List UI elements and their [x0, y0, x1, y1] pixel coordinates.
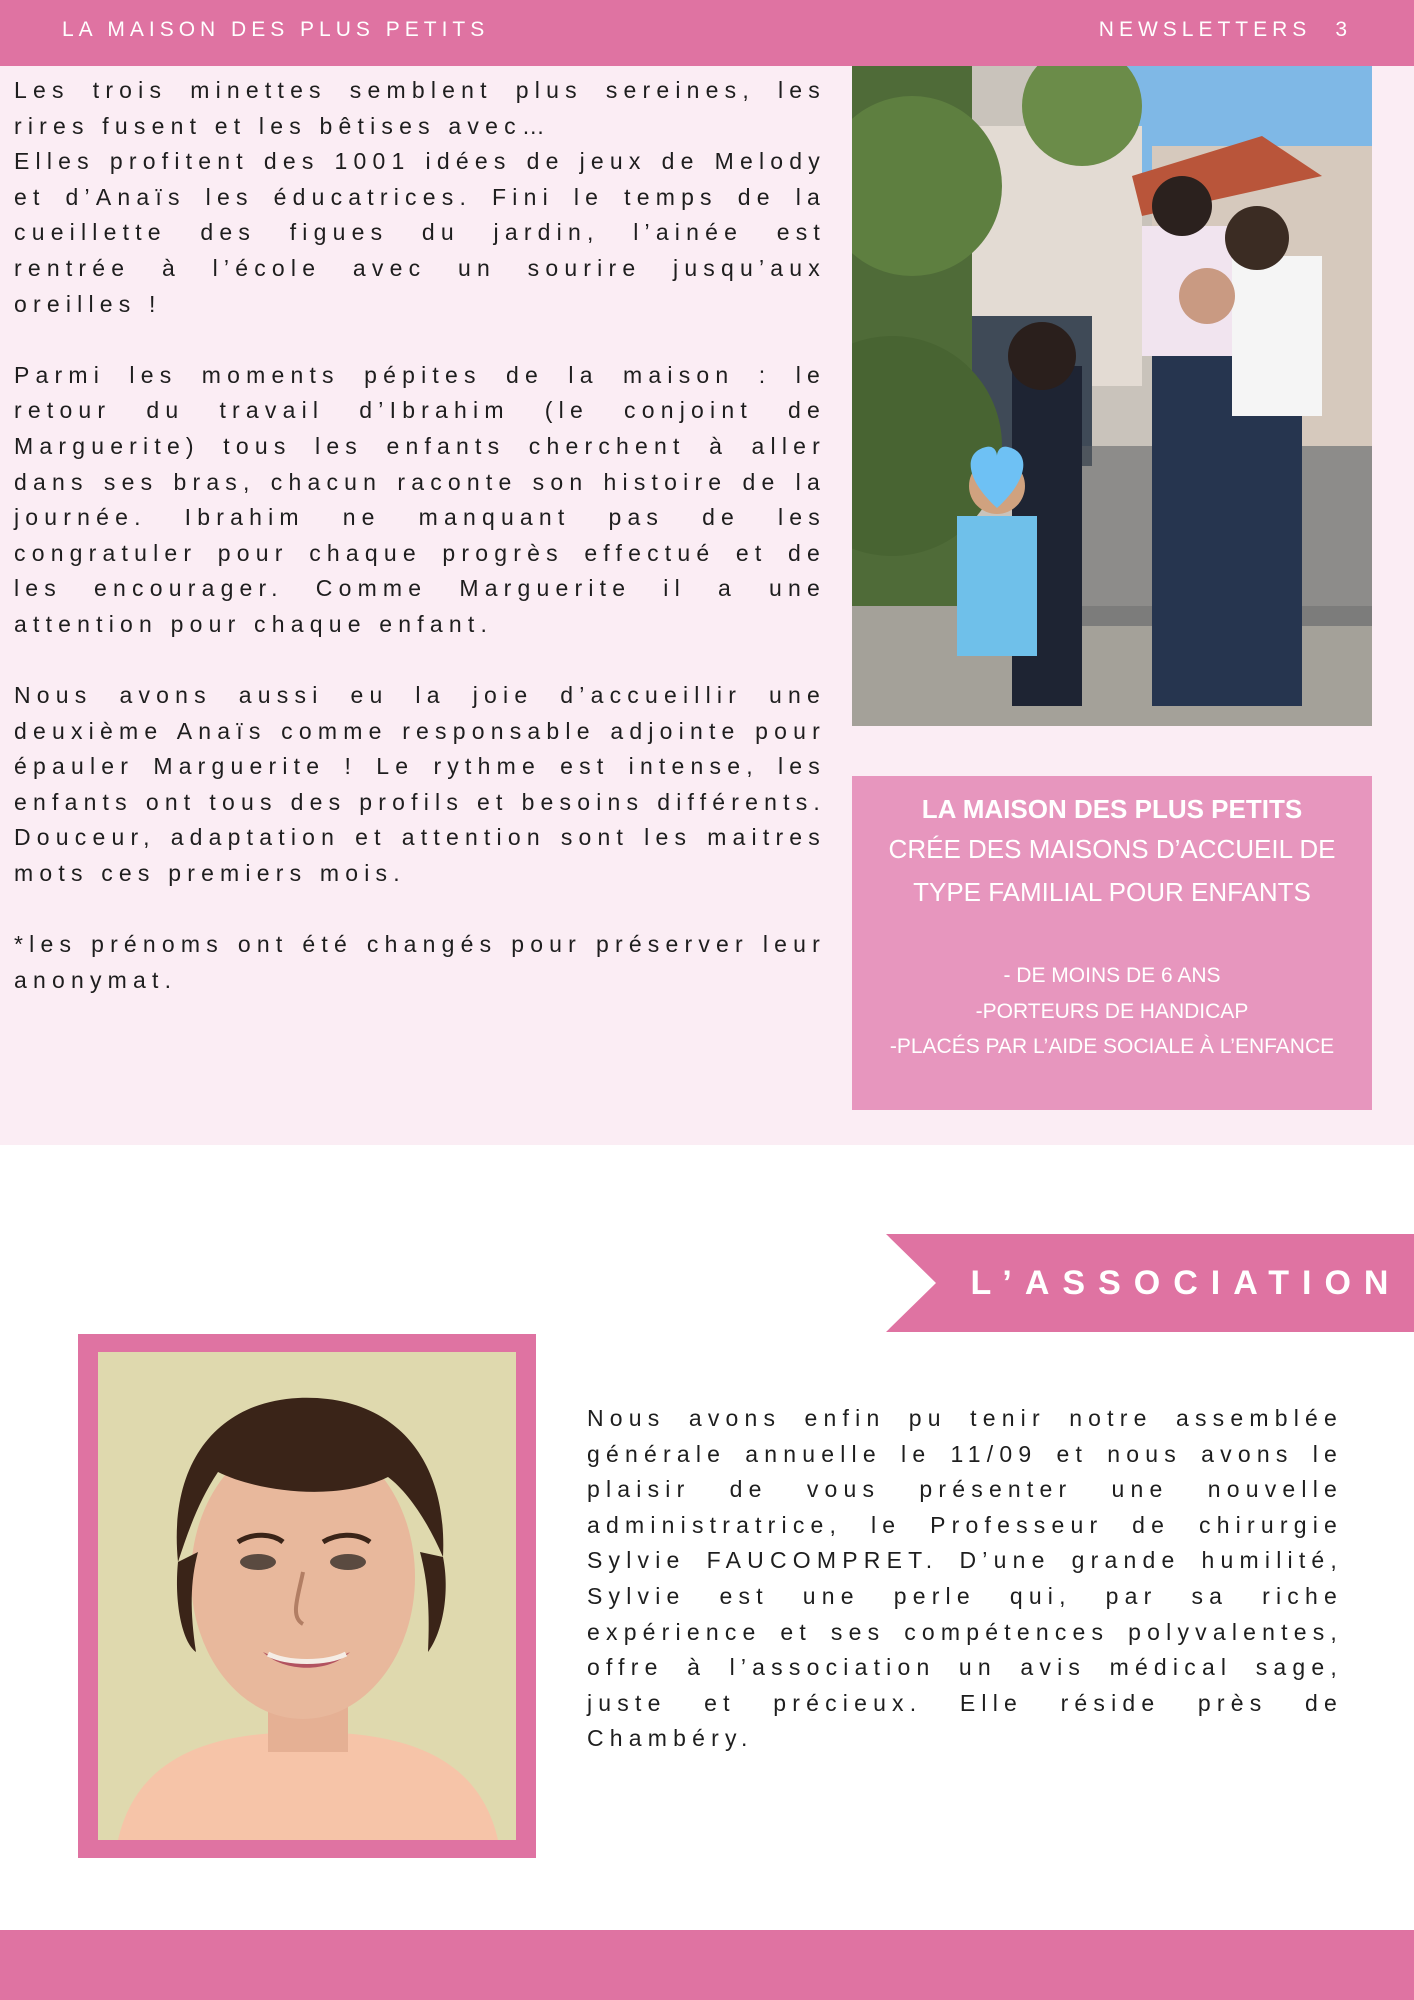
info-box-subtitle: CRÉE DES MAISONS D’ACCUEIL DE TYPE FAMILIAL POUR ENFANTS [888, 834, 1336, 907]
info-box-item: -PLACÉS PAR L’AIDE SOCIALE À L’ENFANCE [889, 1035, 1335, 1059]
header-newsletters-label: NEWSLETTERS [1098, 18, 1312, 41]
info-box-item: -PORTEURS DE HANDICAP [975, 999, 1249, 1023]
association-banner [886, 1234, 1414, 1332]
page-footer [0, 1930, 1414, 2000]
portrait-frame [78, 1334, 536, 1858]
anonymity-note: *les prénoms ont été changés pour préserver leur anonymat. [14, 931, 826, 993]
portrait-photo [98, 1352, 516, 1840]
info-box [852, 776, 1372, 1110]
header-org-name: LA MAISON DES PLUS PETITS [62, 18, 490, 41]
page-header [0, 0, 1414, 66]
info-box-title: LA MAISON DES PLUS PETITS [921, 794, 1303, 824]
story-paragraph-1: Les trois minettes semblent plus sereines, les rires fusent et les bêtises avec… [14, 77, 826, 139]
association-title: L’ASSOCIATION [970, 1264, 1402, 1302]
association-text: Nous avons enfin pu tenir notre assemblée générale annuelle le 11/09 et nous avons le plaisir de vous présenter une nouvelle administratrice, le Professeur de chirurgie Sylvie FAUCOMPRET. D’une grande humilité, Sylvie est une perle qui, par sa riche expérience et ses compétences polyvalentes, offre à l’association un avis médical sage, juste et précieux. Elle réside près de Chambéry. [587, 1405, 1343, 1752]
family-photo [852, 66, 1372, 726]
story-paragraph-4: Nous avons aussi eu la joie d’accueillir une deuxième Anaïs comme responsable adjointe pour épauler Marguerite ! Le rythme est intense, les enfants ont tous des profils et besoins différents. Douceur, adaptation et attention sont les maitres mots ces premiers mois. [14, 682, 826, 887]
story-text [14, 73, 826, 998]
story-paragraph-3: Parmi les moments pépites de la maison : le retour du travail d’Ibrahim (le conjoint de Marguerite) tous les enfants cherchent à aller dans ses bras, chacun raconte son histoire de la journée. Ibrahim ne manquant pas de les congratuler pour chaque progrès effectué et de les encourager. Comme Marguerite il a une attention pour chaque enfant. [14, 361, 826, 637]
page-number: 3 [1335, 18, 1352, 41]
story-paragraph-2: Elles profitent des 1001 idées de jeux de Melody et d’Anaïs les éducatrices. Fini le temps de la cueillette des figues du jardin, l’ainée est rentrée à l’école avec un sourire jusqu’aux oreilles ! [14, 148, 826, 317]
info-box-items [872, 958, 1352, 1065]
info-box-item: - DE MOINS DE 6 ANS [1003, 964, 1221, 987]
header-section [1075, 18, 1352, 42]
